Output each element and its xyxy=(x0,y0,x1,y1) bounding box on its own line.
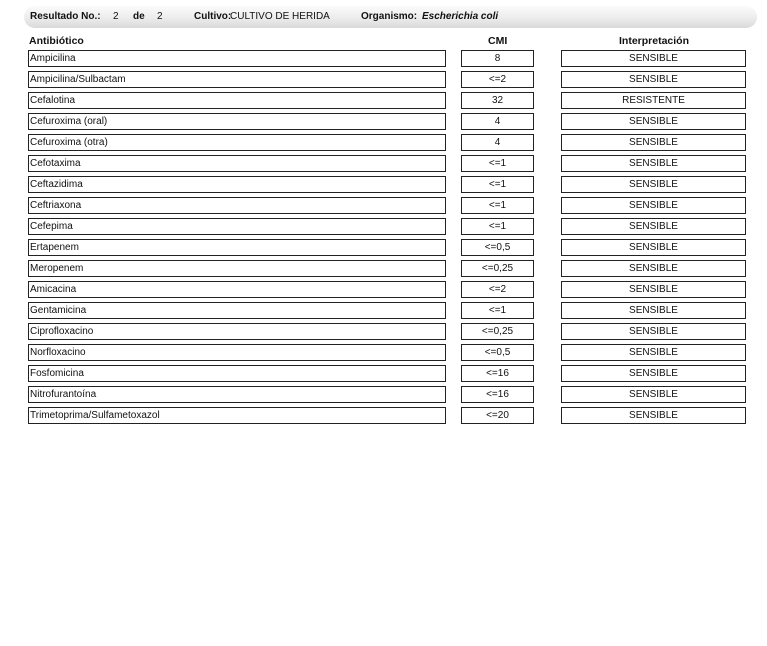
cmi-cell: <=16 xyxy=(461,386,534,403)
table-row xyxy=(0,323,767,340)
result-number-label: Resultado No.: xyxy=(30,11,101,22)
table-row xyxy=(0,344,767,361)
table-row xyxy=(0,50,767,67)
interpretation-cell: SENSIBLE xyxy=(561,260,746,277)
interpretation-cell: SENSIBLE xyxy=(561,302,746,319)
cmi-column-header: CMI xyxy=(488,35,508,47)
cmi-cell: <=0,25 xyxy=(461,323,534,340)
antibiotic-cell: Cefuroxima (otra) xyxy=(28,134,446,151)
result-total-number: 2 xyxy=(157,11,163,22)
table-row xyxy=(0,281,767,298)
interpretation-cell: SENSIBLE xyxy=(561,323,746,340)
interpretation-cell: SENSIBLE xyxy=(561,176,746,193)
interpretation-cell: SENSIBLE xyxy=(561,344,746,361)
antibiotic-cell: Ceftazidima xyxy=(28,176,446,193)
antibiotic-cell: Ciprofloxacino xyxy=(28,323,446,340)
organism-label: Organismo: xyxy=(361,11,418,22)
cmi-cell: 4 xyxy=(461,113,534,130)
table-row xyxy=(0,71,767,88)
cmi-cell: 32 xyxy=(461,92,534,109)
table-row xyxy=(0,407,767,424)
interpretation-cell: SENSIBLE xyxy=(561,407,746,424)
table-row xyxy=(0,239,767,256)
antibiotic-column-header: Antibiótico xyxy=(29,35,84,47)
interpretation-cell: SENSIBLE xyxy=(561,386,746,403)
table-row xyxy=(0,386,767,403)
interpretation-cell: SENSIBLE xyxy=(561,239,746,256)
table-row xyxy=(0,176,767,193)
cmi-cell: 8 xyxy=(461,50,534,67)
result-current-number: 2 xyxy=(113,11,119,22)
cmi-cell: <=2 xyxy=(461,71,534,88)
antibiotic-cell: Cefalotina xyxy=(28,92,446,109)
cmi-cell: <=1 xyxy=(461,302,534,319)
cmi-cell: <=1 xyxy=(461,155,534,172)
antibiotic-cell: Amicacina xyxy=(28,281,446,298)
antibiotic-cell: Ertapenem xyxy=(28,239,446,256)
table-row xyxy=(0,134,767,151)
antibiotic-cell: Trimetoprima/Sulfametoxazol xyxy=(28,407,446,424)
culture-label: Cultivo: xyxy=(194,11,232,22)
table-row xyxy=(0,365,767,382)
culture-value: CULTIVO DE HERIDA xyxy=(230,11,330,22)
antibiotic-cell: Nitrofurantoína xyxy=(28,386,446,403)
interpretation-cell: RESISTENTE xyxy=(561,92,746,109)
table-row xyxy=(0,113,767,130)
cmi-cell: <=1 xyxy=(461,176,534,193)
table-row xyxy=(0,218,767,235)
interpretation-cell: SENSIBLE xyxy=(561,71,746,88)
interpretation-cell: SENSIBLE xyxy=(561,281,746,298)
table-row xyxy=(0,155,767,172)
interpretation-cell: SENSIBLE xyxy=(561,197,746,214)
cmi-cell: <=1 xyxy=(461,218,534,235)
cmi-cell: <=20 xyxy=(461,407,534,424)
cmi-cell: 4 xyxy=(461,134,534,151)
interpretation-cell: SENSIBLE xyxy=(561,155,746,172)
cmi-cell: <=0,5 xyxy=(461,239,534,256)
antibiotic-cell: Meropenem xyxy=(28,260,446,277)
interpretation-cell: SENSIBLE xyxy=(561,365,746,382)
cmi-cell: <=1 xyxy=(461,197,534,214)
antibiotic-cell: Cefotaxima xyxy=(28,155,446,172)
organism-value: Escherichia coli xyxy=(422,11,499,22)
cmi-cell: <=16 xyxy=(461,365,534,382)
antibiotic-cell: Gentamicina xyxy=(28,302,446,319)
interpretation-column-header: Interpretación xyxy=(619,35,690,47)
cmi-cell: <=0,5 xyxy=(461,344,534,361)
table-row xyxy=(0,197,767,214)
interpretation-cell: SENSIBLE xyxy=(561,50,746,67)
antibiotic-cell: Cefepima xyxy=(28,218,446,235)
antibiotic-cell: Fosfomicina xyxy=(28,365,446,382)
table-row xyxy=(0,302,767,319)
antibiotic-cell: Ampicilina xyxy=(28,50,446,67)
antibiotic-cell: Norfloxacino xyxy=(28,344,446,361)
result-header-bar xyxy=(24,6,757,28)
interpretation-cell: SENSIBLE xyxy=(561,218,746,235)
table-row xyxy=(0,92,767,109)
table-row xyxy=(0,260,767,277)
interpretation-cell: SENSIBLE xyxy=(561,113,746,130)
result-of-label: de xyxy=(133,11,145,22)
antibiotic-cell: Cefuroxima (oral) xyxy=(28,113,446,130)
antibiotic-cell: Ceftriaxona xyxy=(28,197,446,214)
interpretation-cell: SENSIBLE xyxy=(561,134,746,151)
cmi-cell: <=0,25 xyxy=(461,260,534,277)
antibiotic-cell: Ampicilina/Sulbactam xyxy=(28,71,446,88)
cmi-cell: <=2 xyxy=(461,281,534,298)
